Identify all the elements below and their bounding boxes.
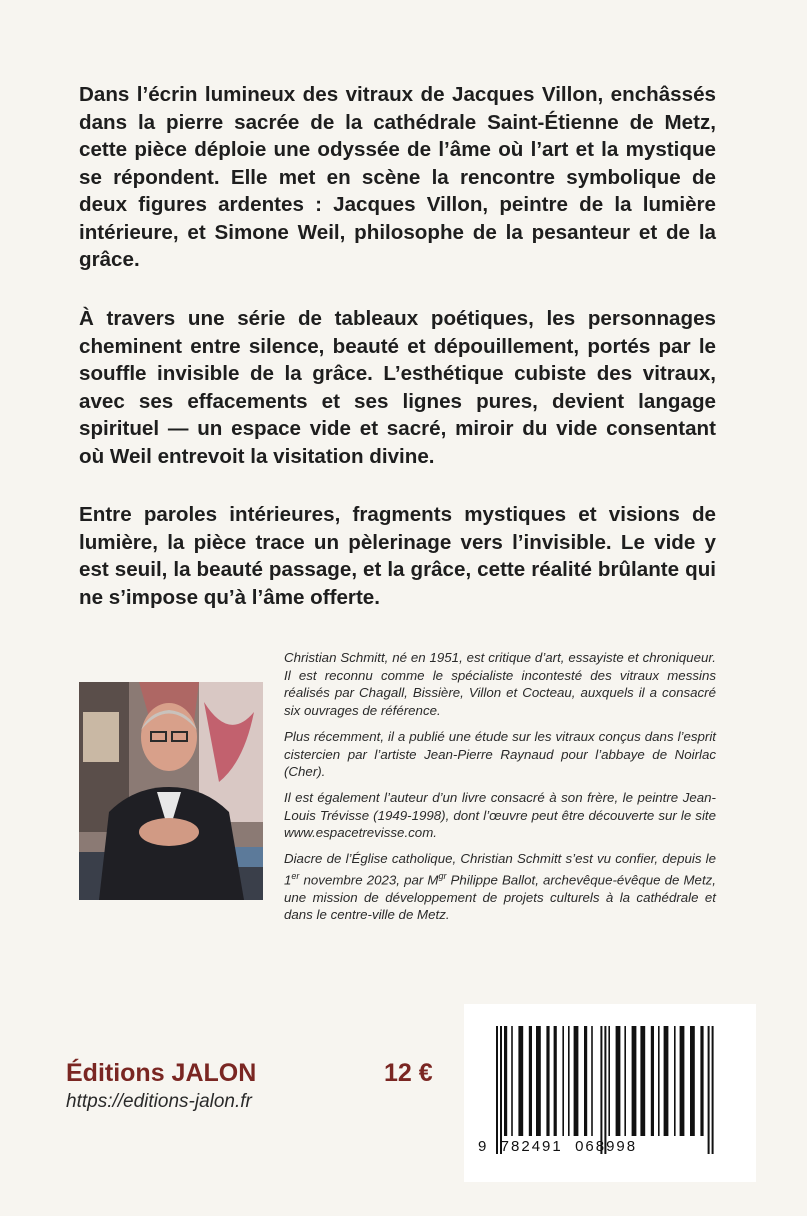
barcode-bar xyxy=(554,1026,557,1136)
barcode-panel xyxy=(464,1004,756,1182)
bio-paragraph-4 xyxy=(284,850,716,924)
barcode-bar xyxy=(574,1026,579,1136)
barcode-bar xyxy=(664,1026,669,1136)
barcode-bar xyxy=(674,1026,676,1136)
barcode-bar xyxy=(700,1026,703,1136)
bio-paragraph-4-part-a: Diacre de l’Église catholique, Christian Schmitt s’est vu confier, depuis le 1 xyxy=(284,851,716,888)
barcode-bar xyxy=(624,1026,626,1136)
barcode-bar xyxy=(536,1026,541,1136)
blurb-paragraph-3: Entre paroles intérieures, fragments mystiques et visions de lumière, la pièce trace un pèlerinage vers l’invisible. Le vide y est seuil, la beauté passage, et la grâce, cette réalité brûlante qui ne s’impose qu’à l’âme offerte. xyxy=(79,503,716,609)
barcode-bar xyxy=(608,1026,610,1136)
bio-paragraph-2: Plus récemment, il a publié une étude sur les vitraux conçus dans l’esprit cistercien par l’artiste Jean-Pierre Raynaud pour l’abbaye de Noirlac (Cher). xyxy=(284,729,716,780)
author-photo xyxy=(79,682,263,900)
price: 12 € xyxy=(384,1059,433,1087)
barcode-digits: 9 782491 068998 xyxy=(478,1138,638,1155)
barcode-bar xyxy=(632,1026,637,1136)
barcode-guard-bar xyxy=(500,1026,502,1154)
bio-paragraph-1: Christian Schmitt, né en 1951, est critique d’art, essayiste et chroniqueur. Il est reconnu comme le spécialiste incontesté des vitraux messins réalisés par Chagall, Bissière, Villon et Cocteau, auxquels il a consacré six ouvrages de référence. xyxy=(284,650,716,718)
publisher-url[interactable]: https://editions-jalon.fr xyxy=(66,1091,252,1112)
bio-paragraph-4-part-c: Philippe Ballot, archevêque-évêque de Metz, une mission de développement de projets culturels à la cathédrale et dans le centre-ville de Metz. xyxy=(284,872,716,923)
barcode-guard-bar xyxy=(708,1026,710,1154)
barcode-bar xyxy=(504,1026,507,1136)
blurb-paragraph-1: Dans l’écrin lumineux des vitraux de Jacques Villon, enchâssés dans la pierre sacrée de la cathédrale Saint-Étienne de Metz, cette pièce déploie une odyssée de l’âme où l’art et la mystique se répondent. Elle met en scène la rencontre symbolique de deux figures ardentes : Jacques Villon, peintre de la lumière intérieure, et Simone Weil, philosophe de la pesanteur et de la grâce. xyxy=(79,83,716,271)
barcode-guard-bar xyxy=(712,1026,714,1154)
barcode-bar xyxy=(690,1026,695,1136)
barcode-bar xyxy=(591,1026,593,1136)
barcode-bar xyxy=(640,1026,645,1136)
bio-paragraph-4-part-b: novembre 2023, par M xyxy=(299,872,439,888)
barcode-bar xyxy=(529,1026,532,1136)
barcode-bar xyxy=(616,1026,621,1136)
barcode-guard-bar xyxy=(496,1026,498,1154)
superscript-gr: gr xyxy=(438,870,447,881)
barcode-bar xyxy=(584,1026,587,1136)
barcode-bar xyxy=(658,1026,660,1136)
barcode-bar xyxy=(562,1026,564,1136)
bio-paragraph-3: Il est également l’auteur d’un livre consacré à son frère, le peintre Jean-Louis Trévisse (1949-1998), dont l’œuvre peut être découverte sur le site www.espacetrevisse.com. xyxy=(284,790,716,841)
barcode-bar xyxy=(568,1026,570,1136)
superscript-er: er xyxy=(291,870,300,881)
barcode-guard-bar xyxy=(604,1026,606,1154)
barcode-bar xyxy=(546,1026,549,1136)
barcode xyxy=(464,1004,756,1182)
barcode-bar xyxy=(680,1026,685,1136)
barcode-guard-bar xyxy=(600,1026,602,1154)
barcode-bar xyxy=(511,1026,513,1136)
publisher-name: Éditions JALON xyxy=(66,1059,257,1087)
barcode-bar xyxy=(651,1026,654,1136)
barcode-bar xyxy=(518,1026,523,1136)
blurb-paragraph-2: À travers une série de tableaux poétiques, les personnages cheminent entre silence, beauté et dépouillement, portés par le souffle invisible de la grâce. L’esthétique cubiste des vitraux, avec ses effacements et ses lignes pures, devient langage spirituel — un espace vide et sacré, miroir du vide consentant où Weil entrevoit la visitation divine. xyxy=(79,307,716,468)
